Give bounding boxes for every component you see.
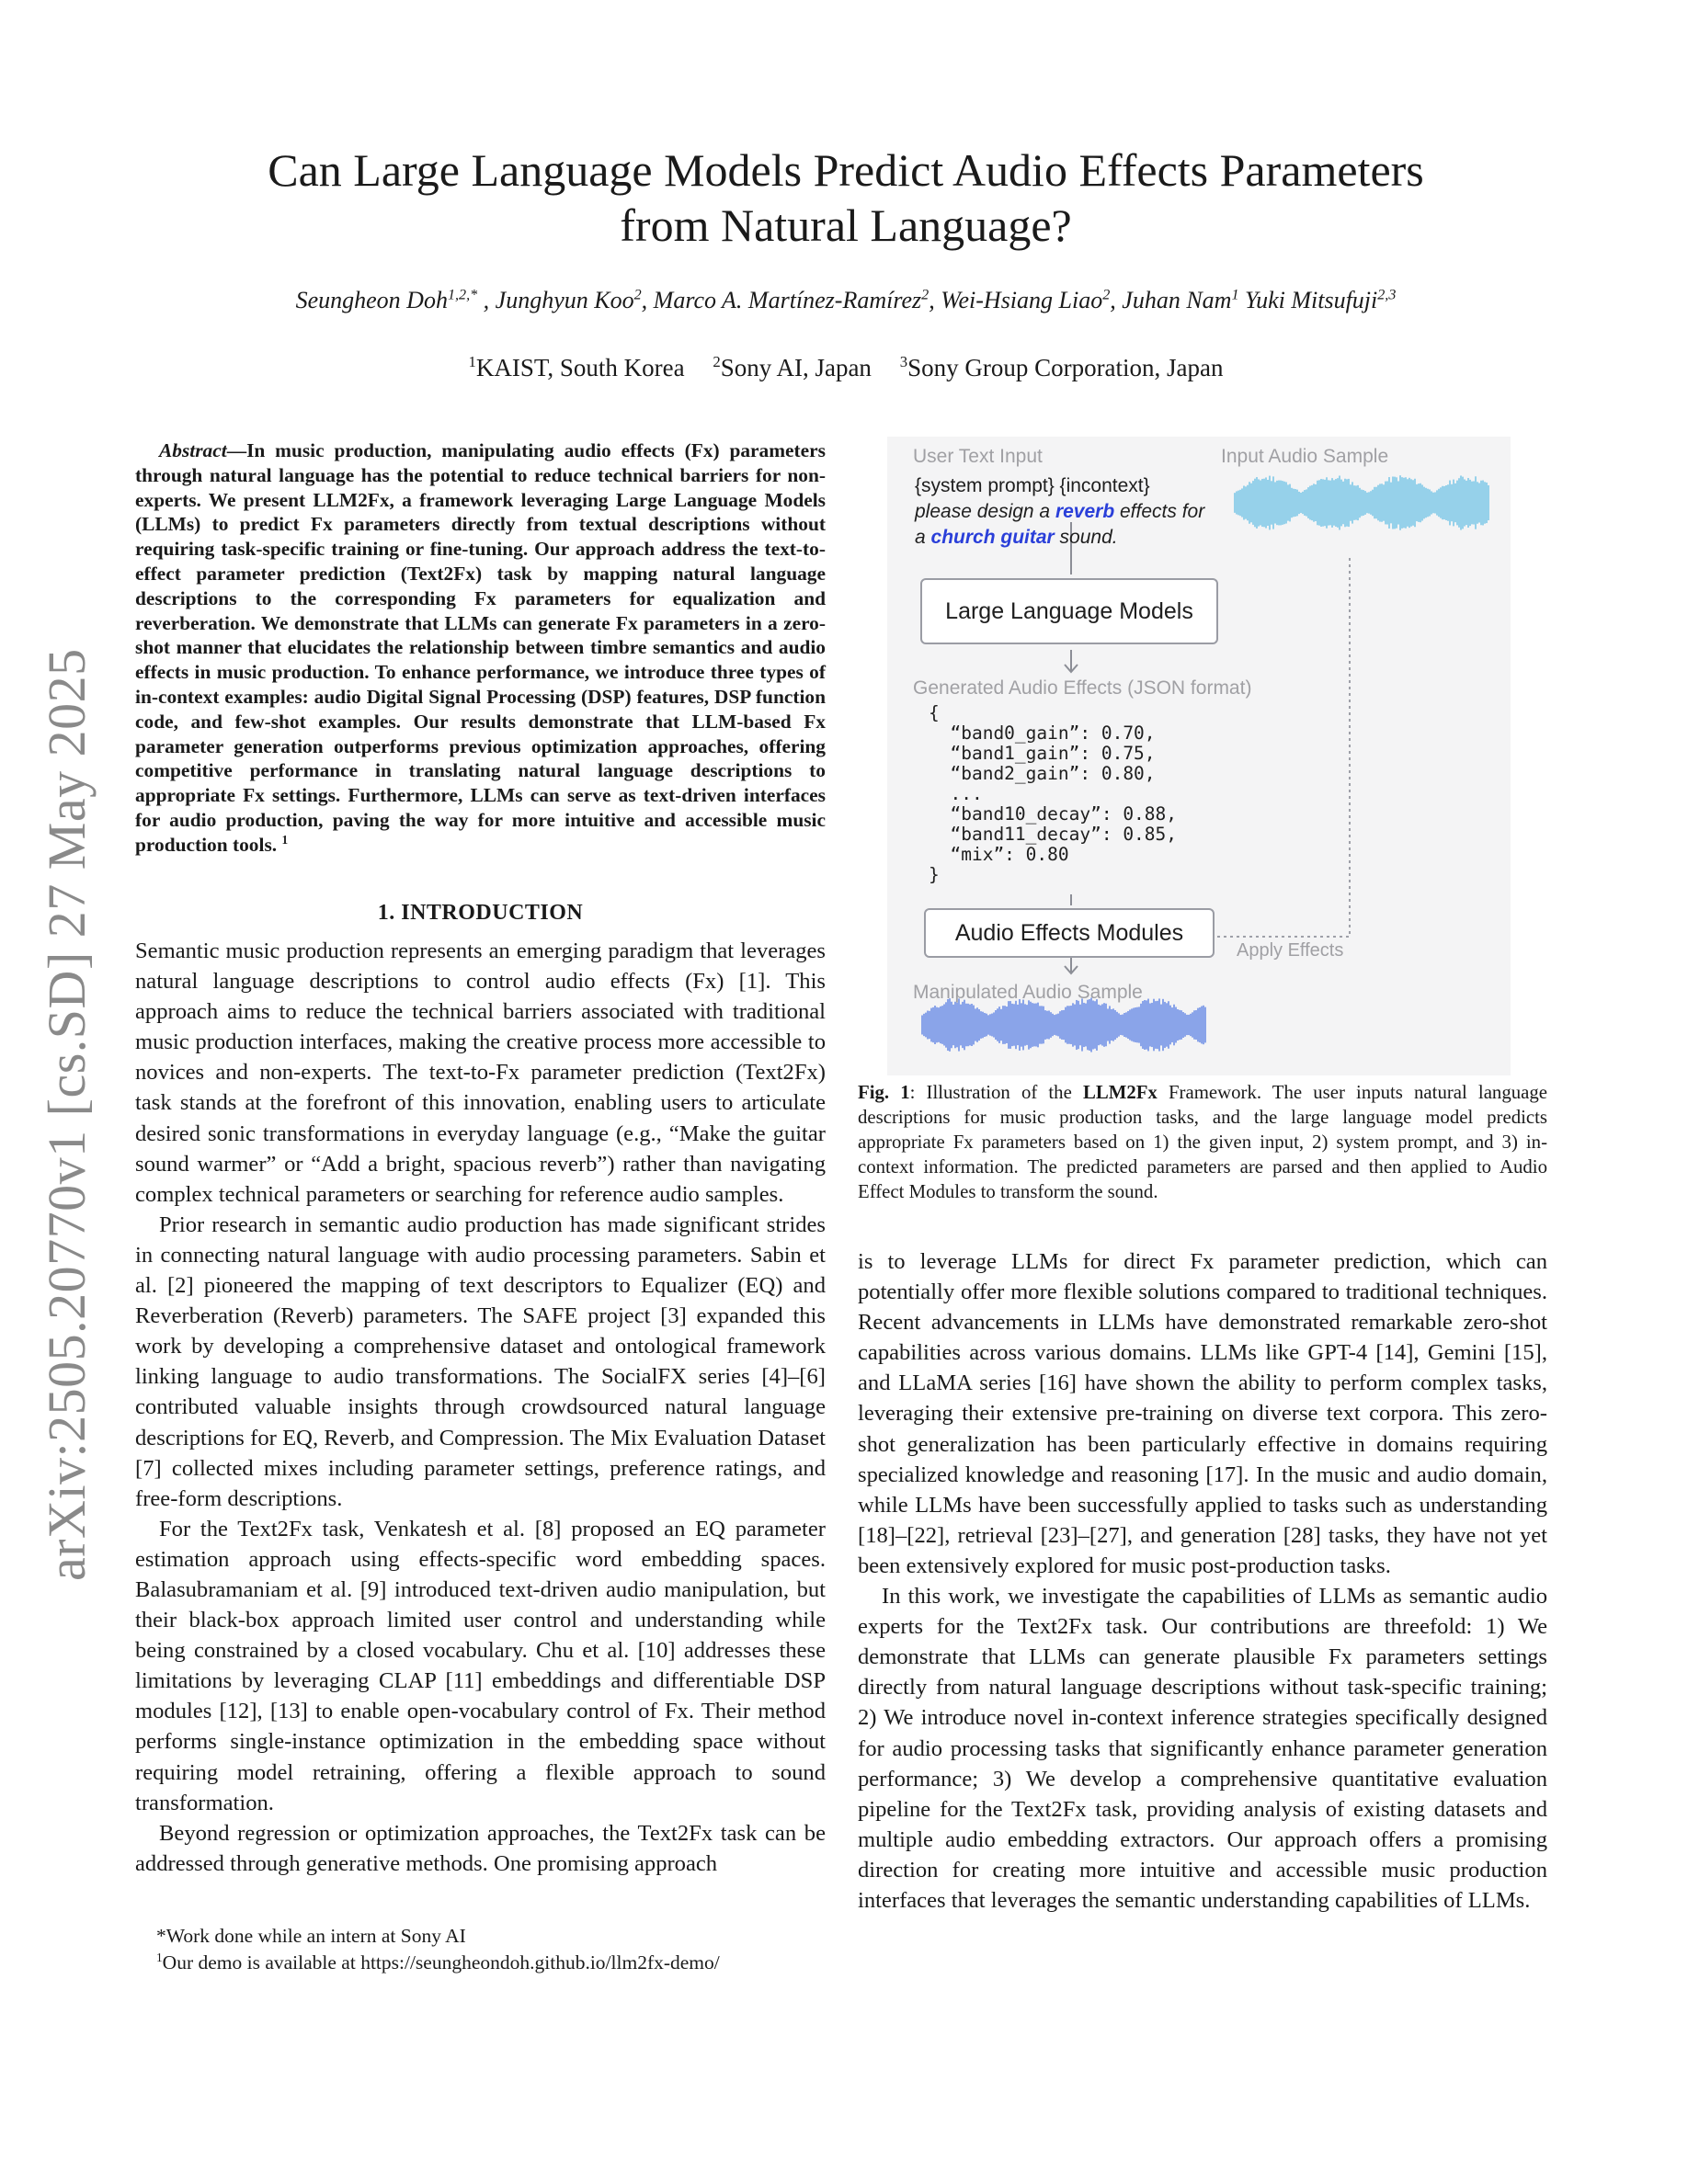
apply-effects-path <box>1215 558 1350 937</box>
abstract <box>135 438 826 858</box>
title-line-2: from Natural Language? <box>620 199 1072 251</box>
prompt-keyword: reverb <box>1055 501 1115 522</box>
input-audio-waveform <box>1235 475 1488 530</box>
left-column-text <box>135 936 826 1879</box>
abstract-label: Abstract <box>159 439 227 461</box>
author: Junghyun Koo$^2$, <box>495 287 654 313</box>
user-prompt-text <box>915 473 1204 551</box>
author: Seungheon Doh$^{1,2,*}$ , <box>295 287 496 313</box>
abstract-text: —In music production, manipulating audio effects (Fx) parameters through natural language has the potential to reduce technical barriers for non-experts. We present LLM2Fx, a framework leveraging Large Language Models (LLMs) to predict Fx parameters directly from textual descriptions without requiring task-specific training or fine-tuning. Our approach address the text-to-effect parameter prediction (Text2Fx) task by mapping natural language descriptions to the corresponding Fx parameters for equalization and reverberation. We demonstrate that LLMs can generate Fx parameters in a zero-shot manner that elucidates the relationship between timbre semantics and audio effects in music production. To enhance performance, we introduce three types of in-context examples: audio Digital Signal Processing (DSP) features, DSP function code, and few-shot examples. Our results demonstrate that LLM-based Fx parameter generation outperforms previous optimization approaches, offering competitive performance in translating natural language descriptions to appropriate Fx settings. Furthermore, LLMs can serve as text-driven interfaces for audio production, paving the way for more intuitive and accessible music production tools. <box>135 439 826 856</box>
caption-label: Fig. 1 <box>858 1082 910 1103</box>
output-audio-waveform <box>922 997 1205 1052</box>
paper-title <box>129 142 1563 253</box>
title-line-1: Can Large Language Models Predict Audio Effects Parameters <box>268 144 1424 196</box>
affiliation-list <box>92 354 1600 382</box>
footnotes <box>156 1923 837 1976</box>
prompt-line: {system prompt} {incontext} <box>915 475 1150 496</box>
prompt-line: a church guitar sound. <box>915 527 1118 548</box>
figure-caption: Fig. 1: Illustration of the LLM2Fx Framework. The user inputs natural language descriptions for music production tasks, and the large language model predicts appropriate Fx parameters based on 1) the given input, 2) system prompt, and 3) in-context information. The predicted parameters are parsed and then applied to Audio Effect Modules to transform the sound. <box>858 1082 1547 1202</box>
paragraph: In this work, we investigate the capabilities of LLMs as semantic audio experts for the Text2Fx task. Our contributions are threefold: 1) We demonstrate that LLMs can generate plausible Fx parameters settings directly from natural language descriptions without task-specific training; 2) We introduce novel in-context inference strategies specifically designed for audio processing tasks that significantly enhance parameter generation performance; 3) We develop a comprehensive quantitative evaluation pipeline for the Text2Fx task, providing analysis of existing datasets and multiple audio embedding extractors. Our approach offers a promising direction for creating more intuitive and accessible music production interfaces that leverages the semantic understanding capabilities of LLMs. <box>858 1584 1547 1913</box>
caption-bold: LLM2Fx <box>1082 1082 1158 1103</box>
paragraph: Semantic music production represents an emerging paradigm that leverages natural language descriptions to control audio effects (Fx) [1]. This approach aims to reduce the technical barriers associated with traditional music production interfaces, making the creative process more accessible to novices and non-experts. The text-to-Fx parameter prediction (Text2Fx) task stands at the forefront of this innovation, enabling users to articulate desired sonic transformations in everyday language (e.g., “Make the guitar sound warmer” or “Add a bright, spacious reverb”) rather than navigating complex technical parameters or searching for reference audio samples. <box>135 938 826 1207</box>
author: Yuki Mitsufuji$^{2,3}$ <box>1245 287 1397 313</box>
author: Marco A. Martínez-Ramírez$^2$, <box>653 287 941 313</box>
author: Juhan Nam$^1$ <box>1122 287 1239 313</box>
prompt-keyword: church guitar <box>930 527 1055 548</box>
input-audio-label: Input Audio Sample <box>1221 446 1389 467</box>
llm-box: Large Language Models <box>920 578 1218 644</box>
user-text-input-label: User Text Input <box>913 446 1043 467</box>
paragraph: For the Text2Fx task, Venkatesh et al. [8] proposed an EQ parameter estimation approach using effects-specific word embedding spaces. Balasubramaniam et al. [9] introduced text-driven audio manipulation, but their black-box approach limited user control and understanding while being constrained by a closed vocabulary. Chu et al. [10] addresses these limitations by leveraging CLAP [11] embeddings and differentiable DSP modules [12], [13] to enable open-vocabulary control of Fx. Their method performs single-instance optimization in the embedding space without requiring model retraining, offering a flexible approach to sound transformation. <box>135 1516 826 1815</box>
right-column-text <box>858 1246 1547 1916</box>
audio-effects-modules-box: Audio Effects Modules <box>924 908 1215 958</box>
json-output: { “band0_gain”: 0.70, “band1_gain”: 0.75, “band2_gain”: 0.80, ... “band10_decay”: 0.88, “band11_decay”: 0.85, “mix”: 0.80 } <box>929 702 1178 885</box>
section-heading: 1. INTRODUCTION <box>377 901 584 925</box>
apply-effects-label: Apply Effects <box>1237 940 1344 961</box>
author: Wei-Hsiang Liao$^2$, <box>941 287 1123 313</box>
abstract-footnote-mark: 1 <box>281 832 289 847</box>
author-list <box>92 287 1600 314</box>
footnote: $^1$Our demo is available at https://seungheondoh.github.io/llm2fx-demo/ <box>156 1950 720 1974</box>
footnote: *Work done while an intern at Sony AI <box>156 1925 466 1947</box>
manipulated-audio-label: Manipulated Audio Sample <box>913 982 1143 1003</box>
arxiv-identifier: arXiv:2505.20770v1 [cs.SD] 27 May 2025 <box>37 648 97 1581</box>
affiliation: $^1$KAIST, South Korea <box>468 353 685 381</box>
affiliation: $^3$Sony Group Corporation, Japan <box>899 353 1224 381</box>
paragraph: is to leverage LLMs for direct Fx parameter prediction, which can potentially offer more flexible solutions compared to traditional techniques. Recent advancements in LLMs have demonstrated remarkable zero-shot capabilities across various domains. LLMs like GPT-4 [14], Gemini [15], and LLaMA series [16] have shown the ability to perform complex tasks, leveraging their extensive pre-training on diverse text corpora. This zero-shot generalization has been particularly effective in domains requiring specialized knowledge and reasoning [17]. In the music and audio domain, while LLMs have been successfully applied to tasks such as understanding [18]–[22], retrieval [23]–[27], and generation [28] tasks, they have not yet been extensively explored for music post-production tasks. <box>858 1249 1547 1578</box>
json-output-label: Generated Audio Effects (JSON format) <box>913 677 1252 699</box>
prompt-line: please design a reverb effects for <box>915 501 1205 522</box>
figure-llm2fx-framework <box>887 437 1511 1075</box>
paragraph: Prior research in semantic audio production has made significant strides in connecting natural language with audio processing parameters. Sabin et al. [2] pioneered the mapping of text descriptors to Equalizer (EQ) and Reverberation (Reverb) parameters. The SAFE project [3] expanded this work by developing a comprehensive dataset and ontological framework linking language to audio transformations. The SocialFX series [4]–[6] contributed valuable insights through crowdsourced natural language descriptions for EQ, Reverb, and Compression. The Mix Evaluation Dataset [7] collected mixes including parameter settings, preference ratings, and free-form descriptions. <box>135 1211 826 1511</box>
paragraph: Beyond regression or optimization approaches, the Text2Fx task can be addressed through generative methods. One promising approach <box>135 1820 826 1876</box>
affiliation: $^2$Sony AI, Japan <box>713 353 872 381</box>
